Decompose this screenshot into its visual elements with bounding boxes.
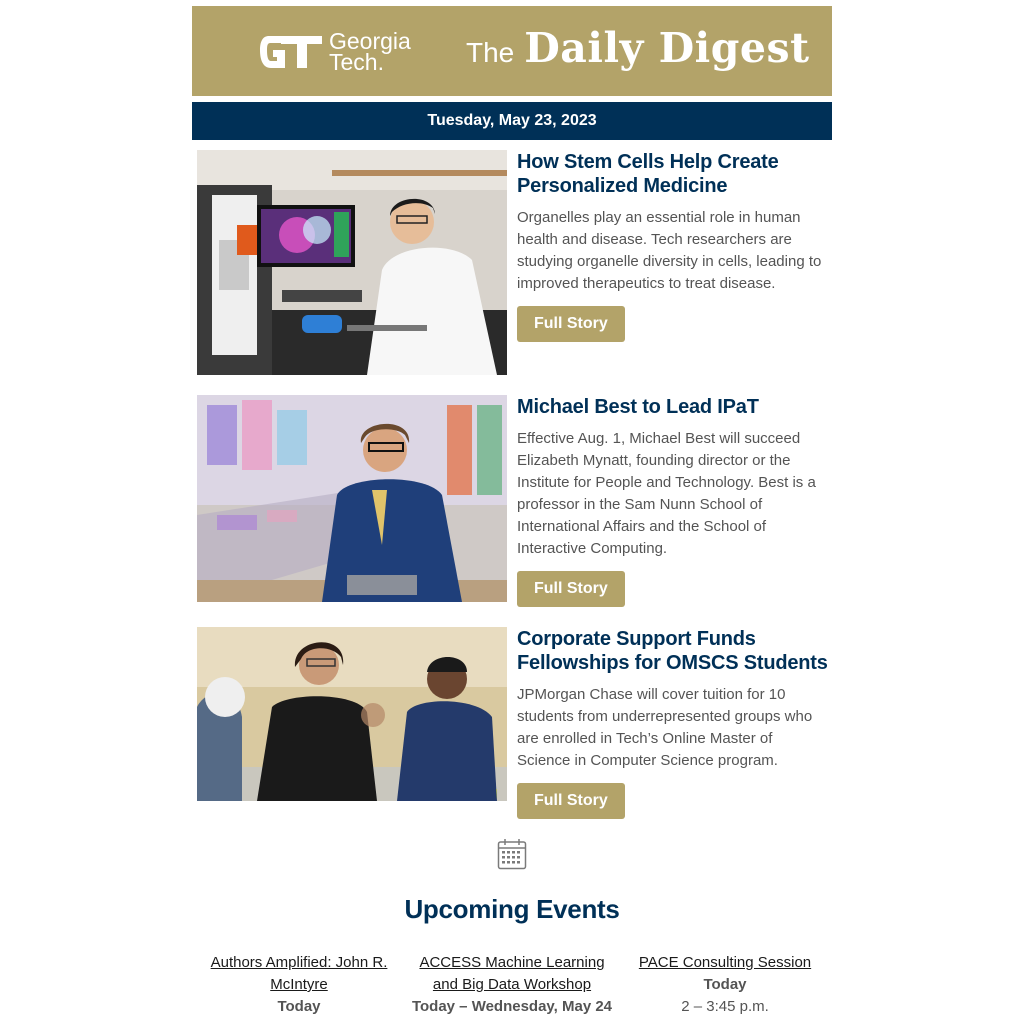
story-summary: Organelles play an essential role in human health and disease. Tech researchers are studying organelle diversity in cells, leading to improved therapeutics to treat disease. <box>517 209 822 292</box>
event-date: Today <box>277 998 321 1015</box>
lab-researcher-photo <box>197 150 507 375</box>
event-link[interactable]: PACE Consulting Session <box>638 954 812 971</box>
story-photo[interactable] <box>197 627 507 801</box>
event-date: Today – Wednesday, May 24 <box>411 998 613 1015</box>
event-item <box>625 952 825 1018</box>
gt-monogram-icon <box>259 30 323 74</box>
logo-line-1: Georgia <box>329 28 411 54</box>
event-item <box>199 952 399 1018</box>
georgia-tech-wordmark <box>329 28 411 75</box>
event-link[interactable]: ACCESS Machine Learning and Big Data Workshop <box>419 954 605 993</box>
georgia-tech-logo[interactable] <box>259 30 411 74</box>
students-classroom-photo <box>197 627 507 801</box>
story-card <box>197 395 827 625</box>
story-card <box>197 150 827 376</box>
logo-line-2: Tech. <box>329 49 384 75</box>
title-prefix: The <box>466 37 515 68</box>
event-date: Today <box>703 976 747 993</box>
newsletter-title <box>466 24 810 72</box>
issue-date: Tuesday, May 23, 2023 <box>427 112 597 129</box>
masthead <box>192 6 832 96</box>
story-summary: Effective Aug. 1, Michael Best will succeed Elizabeth Mynatt, founding director or the Institute for People and Technology. Best is a professor in the Sam Nunn School of International Affairs and the School of Interactive Computing. <box>517 430 816 557</box>
newsletter <box>192 6 832 1015</box>
full-story-button[interactable]: Full Story <box>517 306 625 342</box>
portrait-photo <box>197 395 507 602</box>
calendar-icon <box>497 838 527 870</box>
story-photo[interactable] <box>197 395 507 602</box>
story-summary: JPMorgan Chase will cover tuition for 10 students from underrepresented groups who are enrolled in Tech’s Online Master of Science in Computer Science program. <box>517 686 813 769</box>
full-story-button[interactable]: Full Story <box>517 571 625 607</box>
events-heading: Upcoming Events <box>404 894 620 924</box>
event-link[interactable]: Authors Amplified: John R. McIntyre <box>210 954 388 993</box>
event-time: 2 – 3:45 p.m. <box>681 998 769 1015</box>
story-title[interactable]: Michael Best to Lead IPaT <box>517 396 759 418</box>
story-photo[interactable] <box>197 150 507 375</box>
event-item <box>408 952 616 1018</box>
title-name: Daily Digest <box>524 24 810 72</box>
story-text <box>517 150 829 342</box>
story-text <box>517 627 829 819</box>
date-bar <box>192 102 832 140</box>
story-title[interactable]: Corporate Support Funds Fellowships for OMSCS Students <box>517 628 828 674</box>
story-card <box>197 627 827 827</box>
story-title[interactable]: How Stem Cells Help Create Personalized Medicine <box>517 151 779 197</box>
story-text <box>517 395 829 607</box>
full-story-button[interactable]: Full Story <box>517 783 625 819</box>
